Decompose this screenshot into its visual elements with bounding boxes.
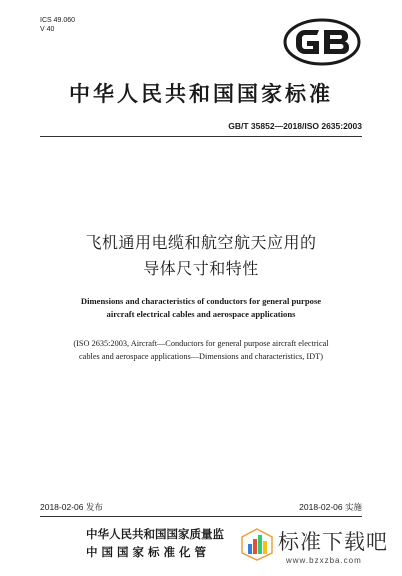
watermark-url: www.bzxzba.com [286,556,362,565]
ccs-code: V 40 [40,26,55,33]
english-title-line2: aircraft electrical cables and aerospace applications [106,309,296,319]
ics-code: ICS 49.060 [40,17,76,24]
implementation-date: 2018-02-06 实施 [299,502,362,512]
divider-line [40,136,362,137]
standard-title: 中华人民共和国国家标准 [69,81,333,106]
classification-codes [40,16,75,34]
issuer-line2: 中 国 国 家 标 准 化 管 [86,545,207,559]
watermark-text: 标准下载吧 [278,530,388,554]
watermark-bars-icon [240,527,274,561]
chinese-title-line2: 导体尺寸和特性 [143,259,259,278]
issue-date: 2018-02-06 发布 [40,502,103,512]
equivalence-note-line2: cables and aerospace applications—Dimensions and characteristics, IDT) [79,352,323,361]
equivalence-note-line1: (ISO 2635:2003, Aircraft—Conductors for general purpose aircraft electrical [73,339,329,348]
english-title-line1: Dimensions and characteristics of conductors for general purpose [80,296,322,306]
standard-number: GB/T 35852—2018/ISO 2635:2003 [228,121,362,131]
issuer-line1: 中华人民共和国国家质量监 [86,527,224,541]
chinese-title-line1: 飞机通用电缆和航空航天应用的 [85,233,317,252]
gb-logo-icon [283,18,361,66]
divider-line [40,516,362,517]
